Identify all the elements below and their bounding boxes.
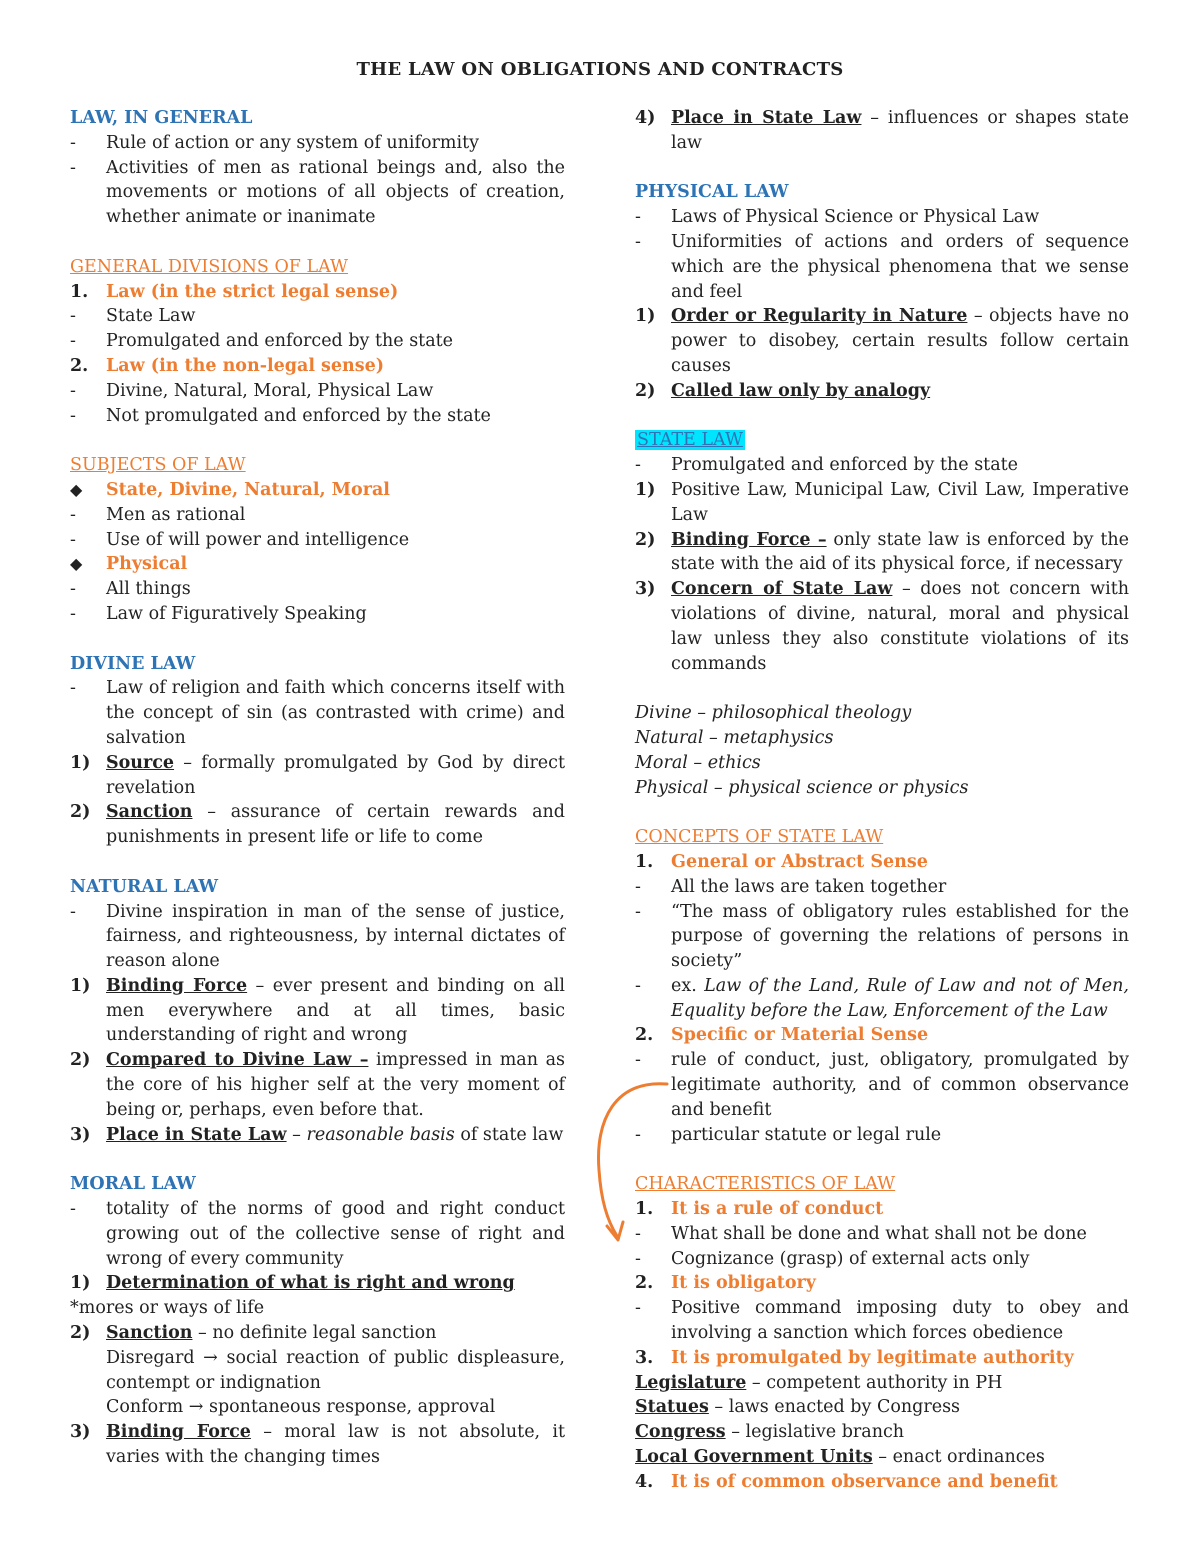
list-item: 2. It is obligatory (635, 1273, 816, 1294)
list-item: 1. Law (in the strict legal sense) (70, 281, 399, 302)
note-mores: *mores or ways of life (70, 1298, 265, 1319)
definition-line: Local Government Units – enact ordinances (635, 1447, 1045, 1468)
heading-law-in-general: LAW, IN GENERAL (70, 108, 253, 128)
heading-natural-law: NATURAL LAW (70, 876, 219, 897)
list-item: 4) Place in State Law – influences or shapes state law (635, 108, 1129, 153)
list-item: - Positive command imposing duty to obey and involving a sanction which forces obedience (635, 1298, 1129, 1344)
list-item: 1. It is a rule of conduct (635, 1199, 884, 1220)
list-item: - ex. Law of the Land, Rule of Law and not of Men, Equality before the Law, Enforcement of the Law (635, 975, 1129, 1021)
mapping-line: Moral – ethics (635, 752, 761, 773)
left-column (70, 106, 565, 1470)
curved-arrow-icon (585, 1070, 675, 1250)
list-item: - Law of religion and faith which concerns itself with the concept of sin (as contrasted with crime) and salvation (70, 678, 565, 748)
mapping-line: Physical – physical science or physics (635, 777, 969, 798)
definition-line: Statues – laws enacted by Congress (635, 1397, 961, 1418)
heading-characteristics-of-law: CHARACTERISTICS OF LAW (635, 1174, 896, 1195)
list-item: - All the laws are taken together (635, 876, 947, 897)
list-item: 2) Sanction – assurance of certain rewards and punishments in present life or life to come (70, 802, 565, 848)
diamond-bullet-icon: ◆ (70, 479, 83, 499)
list-item: 2) Compared to Divine Law – impressed in man as the core of his higher self at the very moment of being or, perhaps, even before that. (70, 1050, 565, 1120)
list-item: - Laws of Physical Science or Physical Law (635, 207, 1040, 228)
list-item: - What shall be done and what shall not be done (635, 1223, 1087, 1244)
list-item: - Men as rational (70, 504, 246, 525)
list-item: 3) Binding Force – moral law is not absolute, it varies with the changing times (70, 1422, 565, 1468)
list-item: 1) Binding Force – ever present and binding on all men everywhere and at all times, basic understanding of right and wrong (70, 975, 565, 1046)
heading-state-law: STATE LAW (637, 430, 743, 451)
list-item: 1) Positive Law, Municipal Law, Civil Law, Imperative Law (635, 479, 1129, 525)
list-item: - State Law (70, 306, 196, 327)
list-item: - Uniformities of actions and orders of sequence which are the physical phenomena that we sense and feel (635, 231, 1129, 302)
list-item: 3. It is promulgated by legitimate authority (635, 1347, 1074, 1368)
heading-general-divisions: GENERAL DIVISIONS OF LAW (70, 256, 349, 277)
list-item: 1. General or Abstract Sense (635, 851, 928, 872)
list-item: 2) Binding Force – only state law is enforced by the state with the aid of its physical force, if necessary (635, 529, 1129, 575)
list-item: - Law of Figuratively Speaking (70, 603, 367, 624)
list-item: - “The mass of obligatory rules established for the purpose of governing the relations of persons in society” (635, 901, 1129, 972)
list-item: 1) Determination of what is right and wrong (70, 1273, 515, 1294)
list-item: Conform → spontaneous response, approval (106, 1397, 496, 1418)
mapping-line: Divine – philosophical theology (635, 703, 912, 724)
list-item: 3) Place in State Law – reasonable basis of state law (70, 1124, 564, 1145)
list-item: - Not promulgated and enforced by the state (70, 405, 491, 426)
list-item: - totality of the norms of good and right conduct growing out of the collective sense of right and wrong of every community (70, 1199, 565, 1269)
heading-moral-law: MORAL LAW (70, 1174, 196, 1195)
list-item: - Cognizance (grasp) of external acts only (635, 1248, 1030, 1269)
list-item: - Divine inspiration in man of the sense of justice, fairness, and righteousness, by internal dictates of reason alone (70, 901, 565, 972)
list-item: 2. Specific or Material Sense (635, 1025, 929, 1046)
heading-subjects-of-law: SUBJECTS OF LAW (70, 455, 246, 476)
list-item: 2. Law (in the non-legal sense) (70, 355, 385, 376)
list-item: - Activities of men as rational beings and, also the movements or motions of all objects of creation, whether animate or inanimate (70, 157, 565, 228)
diamond-bullet-icon: ◆ (70, 554, 83, 574)
mapping-line: Natural – metaphysics (635, 727, 834, 748)
heading-divine-law: DIVINE LAW (70, 653, 196, 674)
list-item: - Promulgated and enforced by the state (635, 455, 1019, 476)
list-item: ◆ Physical (70, 552, 565, 577)
list-item: 2) Sanction – no definite legal sanction (70, 1323, 437, 1344)
list-item: 2) Called law only by analogy (635, 380, 931, 401)
page-title: THE LAW ON OBLIGATIONS AND CONTRACTS (356, 59, 844, 80)
list-item: Disregard → social reaction of public displeasure, contempt or indignation (106, 1347, 565, 1393)
heading-concepts-of-state-law: CONCEPTS OF STATE LAW (635, 827, 884, 848)
list-item: - Rule of action or any system of uniformity (70, 132, 479, 153)
definition-line: Congress – legislative branch (635, 1422, 905, 1443)
list-item: ◆ State, Divine, Natural, Moral (70, 478, 565, 503)
list-item: - Promulgated and enforced by the state (70, 331, 454, 352)
list-item: - Use of will power and intelligence (70, 529, 410, 550)
heading-physical-law: PHYSICAL LAW (635, 182, 789, 203)
list-item: - Divine, Natural, Moral, Physical Law (70, 380, 434, 401)
list-item: 4. It is of common observance and benefit (635, 1471, 1058, 1492)
list-item: - particular statute or legal rule (635, 1124, 942, 1145)
list-item: - rule of conduct, just, obligatory, promulgated by legitimate authority, and of common observance and benefit (635, 1050, 1129, 1120)
list-item: 1) Order or Regularity in Nature – objects have no power to disobey, certain results follow certain causes (635, 306, 1129, 376)
list-item: 3) Concern of State Law – does not concern with violations of divine, natural, moral and physical law unless they also constitute violations of its commands (635, 579, 1129, 674)
list-item: - All things (70, 579, 191, 600)
right-column (635, 106, 1129, 1495)
list-item: 1) Source – formally promulgated by God by direct revelation (70, 752, 565, 798)
definition-line: Legislature – competent authority in PH (635, 1372, 1003, 1393)
